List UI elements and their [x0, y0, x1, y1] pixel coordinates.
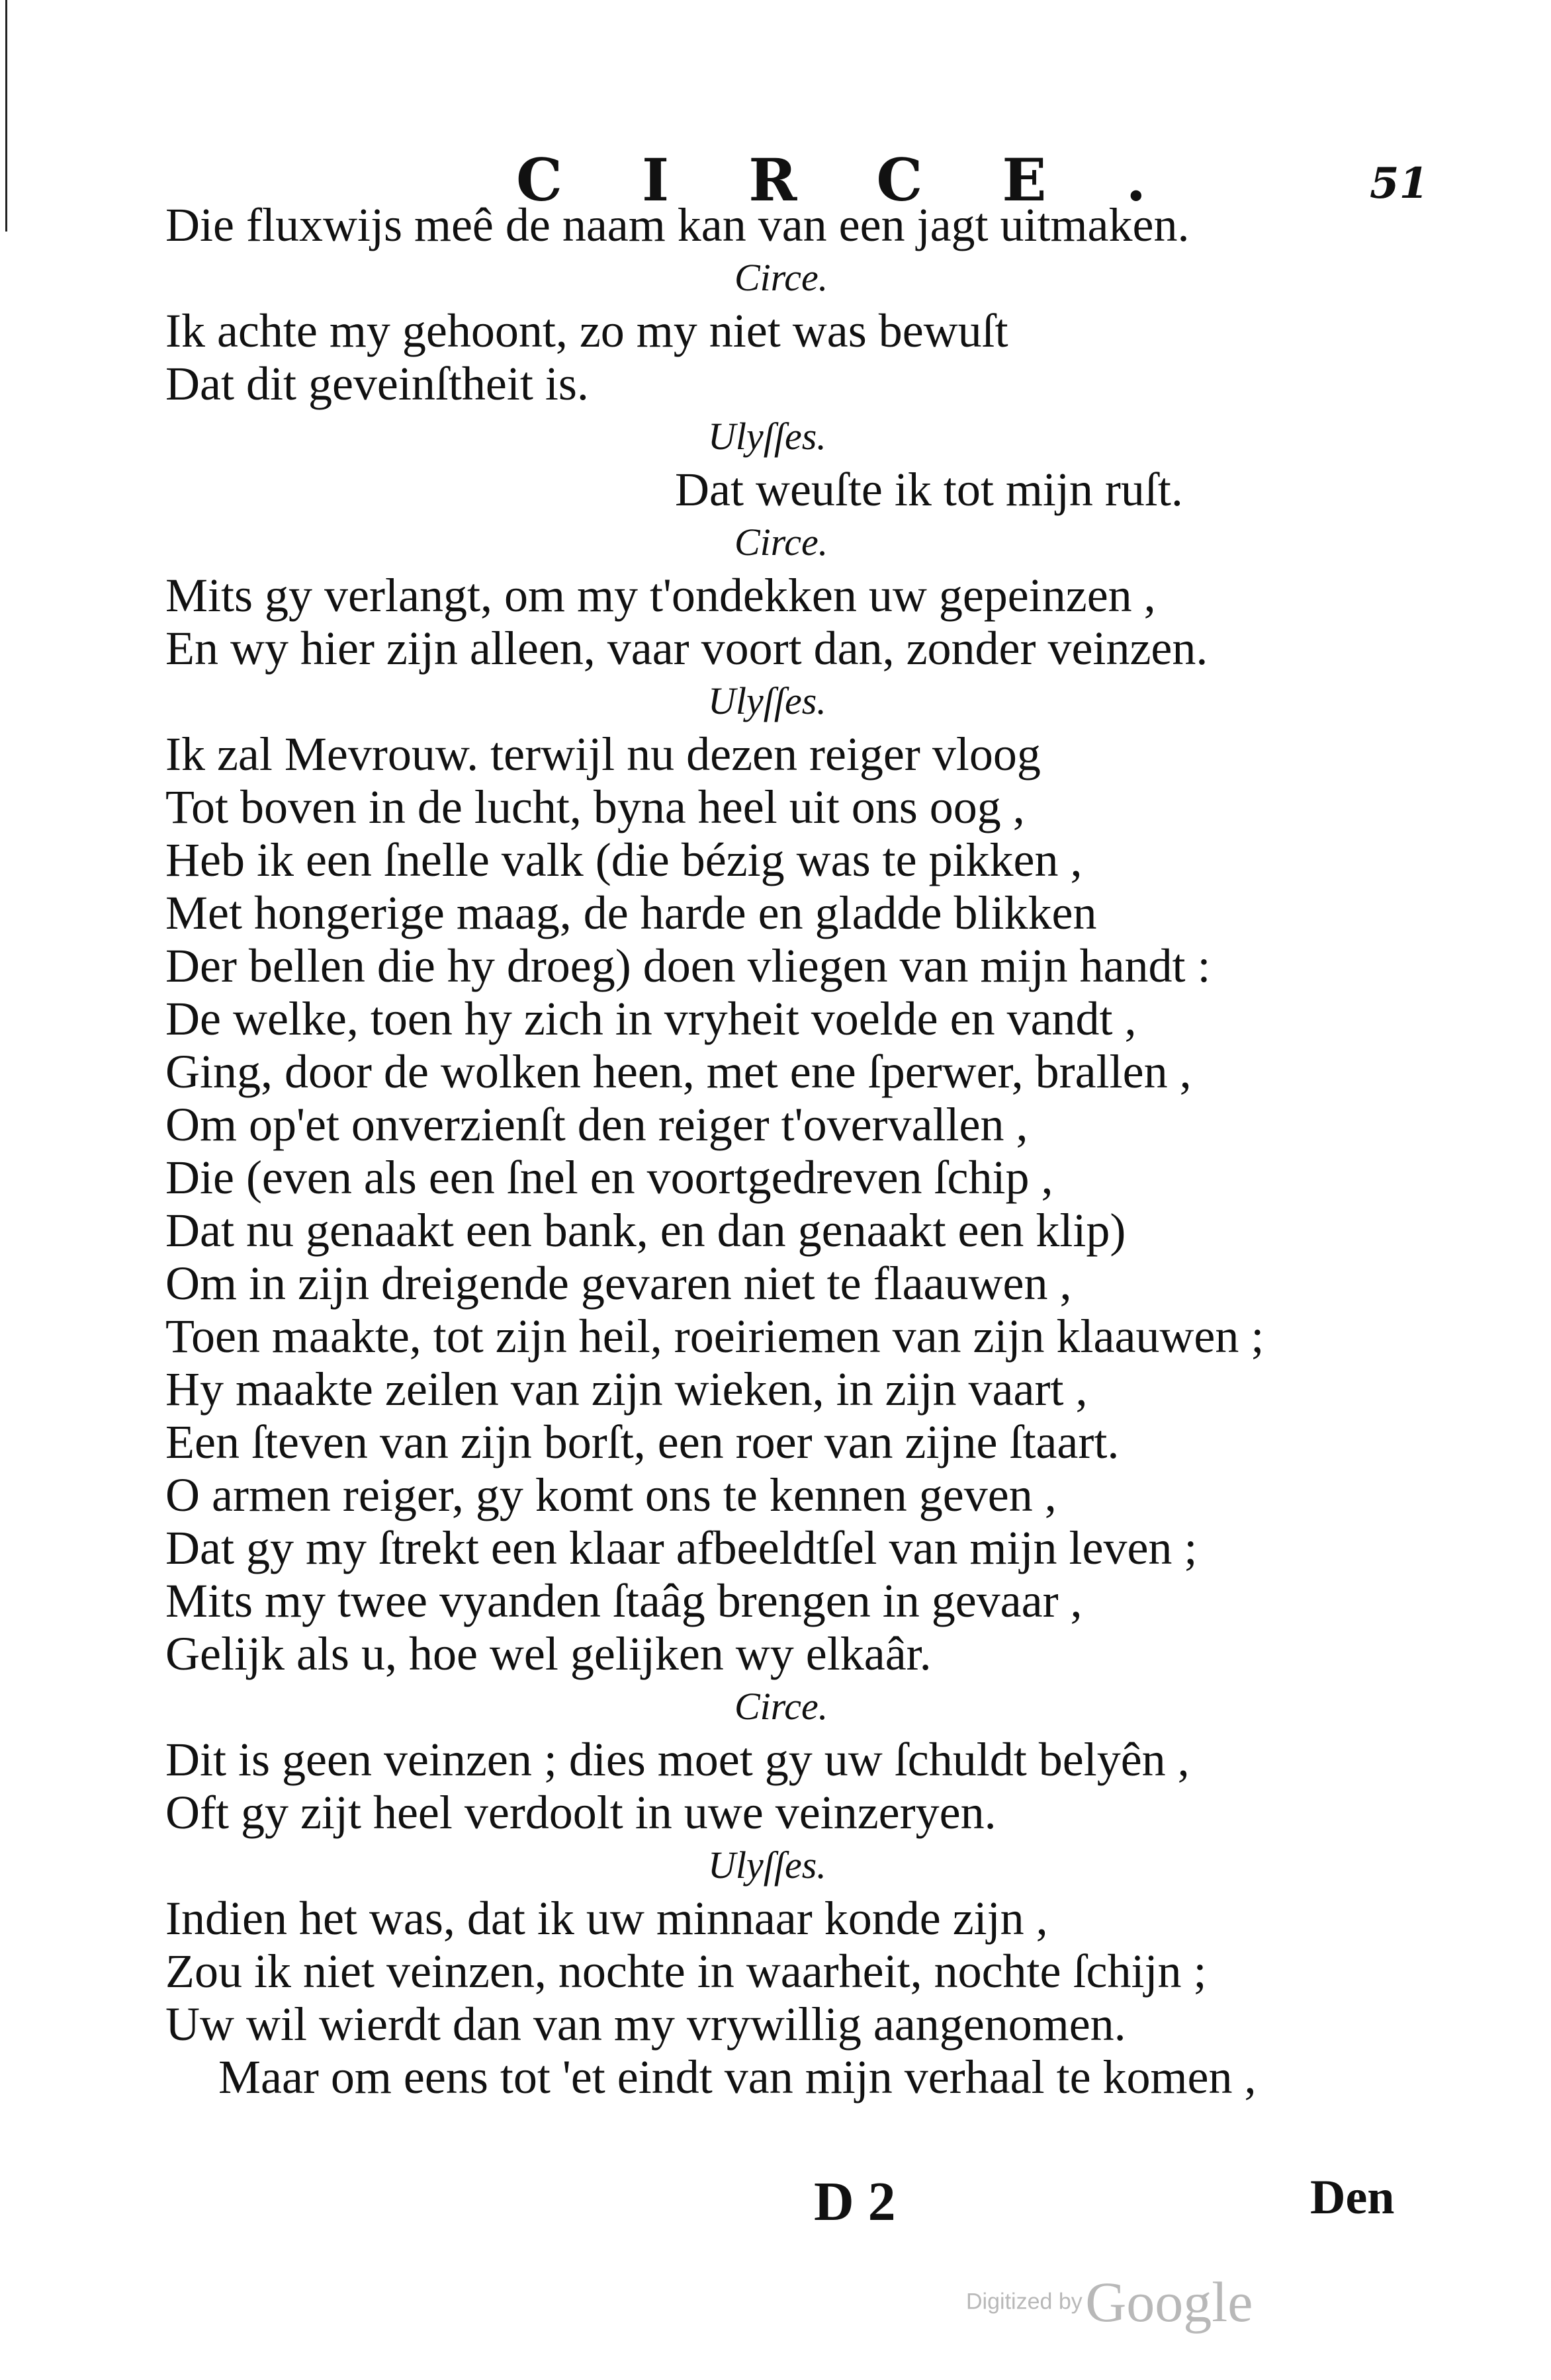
verse-line: Oft gy zijt heel verdoolt in uwe veinzeryen.	[165, 1786, 997, 1839]
verse-line: Ging, door de wolken heen, met ene ſperwer, brallen ,	[165, 1045, 1192, 1098]
speaker-name: Ulyſſes.	[708, 679, 826, 722]
verse-line: Dat weuſte ik tot mijn ruſt.	[675, 463, 1183, 516]
verse-line: De welke, toen hy zich in vryheit voelde en vandt ,	[165, 992, 1137, 1045]
verse-line: Met hongerige maag, de harde en gladde blikken	[165, 886, 1097, 939]
verse-line: Die (even als een ſnel en voortgedreven ſchip ,	[165, 1151, 1053, 1204]
verse-line: Heb ik een ſnelle valk (die bézig was te pikken ,	[165, 833, 1083, 886]
verse-line: Uw wil wierdt dan van my vrywillig aangenomen.	[165, 1998, 1126, 2051]
verse-line: Dit is geen veinzen ; dies moet gy uw ſchuldt belyên ,	[165, 1733, 1190, 1786]
verse-line: Maar om eens tot 'et eindt van mijn verhaal te komen ,	[218, 2051, 1257, 2104]
page-number: 51	[1370, 159, 1429, 208]
verse-line: O armen reiger, gy komt ons te kennen geven ,	[165, 1468, 1057, 1521]
verse-line: Zou ik niet veinzen, nochte in waarheit, nochte ſchijn ;	[165, 1945, 1207, 1998]
verse-line: Mits gy verlangt, om my t'ondekken uw gepeinzen ,	[165, 569, 1156, 622]
verse-line: Mits my twee vyanden ſtaâg brengen in gevaar ,	[165, 1574, 1083, 1627]
verse-line: Gelijk als u, hoe wel gelijken wy elkaâr.	[165, 1627, 932, 1680]
verse-line: Een ſteven van zijn borſt, een roer van zijne ſtaart.	[165, 1416, 1120, 1468]
speaker-name: Ulyſſes.	[708, 1844, 826, 1887]
verse-line: Om op'et onverzienſt den reiger t'overvallen ,	[165, 1098, 1028, 1151]
verse-line: Ik achte my gehoont, zo my niet was bewuſt	[165, 304, 1008, 357]
digitized-watermark	[966, 2269, 1253, 2335]
verse-line: Indien het was, dat ik uw minnaar konde zijn ,	[165, 1892, 1048, 1945]
verse-line: Tot boven in de lucht, byna heel uit ons oog ,	[165, 781, 1025, 833]
speaker-name: Ulyſſes.	[708, 415, 826, 458]
running-title: CIRCE.	[516, 146, 1226, 214]
watermark-prefix: Digitized by	[966, 2289, 1083, 2315]
verse-line: Die fluxwijs meê de naam kan van een jagt uitmaken.	[165, 198, 1190, 251]
speaker-name: Circe.	[734, 256, 828, 299]
watermark-brand: Google	[1085, 2270, 1253, 2334]
verse-line: Hy maakte zeilen van zijn wieken, in zijn vaart ,	[165, 1363, 1088, 1416]
verse-line: Dat nu genaakt een bank, en dan genaakt een klip)	[165, 1204, 1126, 1257]
verse-line: Dat dit geveinſtheit is.	[165, 357, 589, 410]
verse-line: Om in zijn dreigende gevaren niet te flaauwen ,	[165, 1257, 1072, 1310]
verse-text	[165, 198, 1449, 2104]
verse-line: En wy hier zijn alleen, vaar voort dan, zonder veinzen.	[165, 622, 1208, 675]
signature-mark: D 2	[814, 2171, 896, 2232]
speaker-name: Circe.	[734, 521, 828, 564]
verse-line: Ik zal Mevrouw. terwijl nu dezen reiger vloog	[165, 728, 1041, 781]
verse-line: Dat gy my ſtrekt een klaar afbeeldtſel van mijn leven ;	[165, 1521, 1198, 1574]
margin-rule	[5, 0, 7, 232]
catchword: Den	[1310, 2170, 1395, 2225]
verse-line: Toen maakte, tot zijn heil, roeiriemen van zijn klaauwen ;	[165, 1310, 1264, 1363]
verse-line: Der bellen die hy droeg) doen vliegen van mijn handt :	[165, 939, 1211, 992]
speaker-name: Circe.	[734, 1685, 828, 1728]
